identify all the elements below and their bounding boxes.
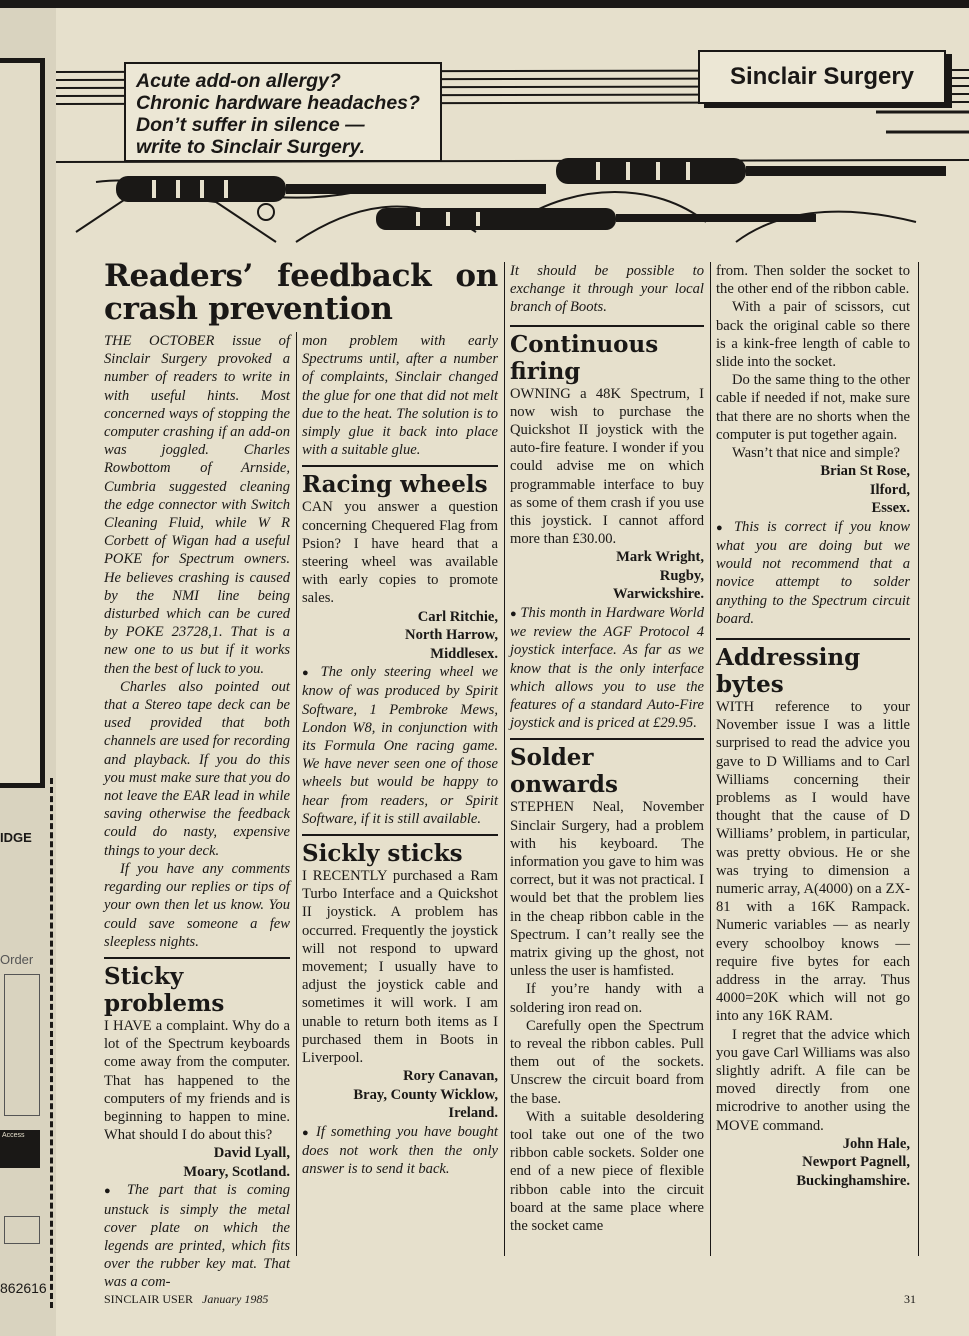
order-form-grid [4, 974, 40, 1116]
main-headline: Readers’ feedback on crash prevention [104, 258, 498, 327]
coupon-cut-line [50, 778, 55, 1308]
access-card-logo: Access [0, 1130, 40, 1168]
issue-date: January 1985 [202, 1292, 269, 1306]
column-2 [302, 332, 498, 1178]
letter-body: If you’re handy with a soldering iron read on. [510, 981, 704, 1016]
bullet-icon: ● [302, 1126, 317, 1139]
magazine-name: SINCLAIR USER [104, 1292, 194, 1306]
banner-quote-box [124, 62, 442, 162]
continuous-headline: Continuous firing [510, 325, 704, 385]
letter-signature: David Lyall, [213, 1145, 290, 1162]
letter-signature: Ireland. [448, 1105, 498, 1122]
letter-body: Wasn’t that nice and simple? [732, 445, 900, 462]
adjacent-page-strip [0, 8, 56, 1336]
banner-line: write to Sinclair Surgery. [136, 136, 366, 158]
letter-body: WITH reference to your November issue I was a little surprised to read the advice you gave to D Williams and to Carl Williams concerning their problems as I would have thought that the cause of D Williams’ problem, in particular, was pretty obvious. He or she was trying to dimension a numeric array, A(4000) on a ZX-81 with a 16K Rampack. Numeric variables — as nearly every schoolboy knows — require five bytes for each address in the array. Thus 4000=20K which will not go into any 16K RAM. [716, 698, 910, 1025]
bullet-icon: ● [104, 1185, 127, 1198]
reply-text: The part that is coming unstuck is simply the metal cover plate on which the legends are printed, which fits over the rubber key mat. That was a com- [104, 1182, 290, 1291]
letter-body: CAN you answer a question concerning Chequered Flag from Psion? I have heard that a steering wheel was available with early copies to promote sales. [302, 499, 498, 607]
column-3 [510, 262, 704, 1235]
letter-body: Do the same thing to the other cable if needed if not, make sure that there are no shorts when the computer is put together again. [716, 372, 910, 443]
letter-signature: Rugby, [659, 567, 704, 584]
banner-line: Acute add-on allergy? [136, 70, 341, 92]
column-rule [710, 262, 711, 1256]
article-paragraph: Charles also pointed out that a Stereo tape deck can be used provided that both channels are used for recording and playback. If you do this you must make sure that you do not leave the EAR lead in while saving otherwise the feedback could do nasty, expensive things to your deck. [104, 678, 290, 859]
column-4 [716, 262, 910, 1190]
letter-body: Carefully open the Spectrum to reveal the ribbon cables. Pull them out of the sockets. Unscrew the circuit board from the base. [510, 1017, 704, 1107]
letter-body: I regret that the advice which you gave Carl Williams was also slightly adrift. A file can be moved directly from one microdrive to another using the MOVE command. [716, 1026, 910, 1134]
letter-signature: Middlesex. [430, 645, 498, 662]
letter-signature: Essex. [871, 500, 910, 517]
column-rule [296, 332, 297, 1256]
letter-signature: Rory Canavan, [403, 1068, 498, 1085]
racing-headline: Racing wheels [302, 465, 498, 498]
letter-body: OWNING a 48K Spectrum, I now wish to purchase the Quickshot II joystick with the auto-fire feature. I wonder if you could advise me on which programmable interface to buy as some of them crash if you use this joystick. I cannot afford more than £30.00. [510, 385, 704, 548]
bullet-icon: ● [716, 521, 734, 534]
column-1 [104, 332, 290, 1292]
coupon-box [4, 1216, 40, 1244]
letter-signature: Carl Ritchie, [417, 608, 498, 625]
column-rule [504, 262, 505, 1256]
solder-headline: Solder onwards [510, 738, 704, 798]
letter-signature: Buckinghamshire. [796, 1172, 910, 1189]
letter-signature: Ilford, [869, 481, 910, 498]
top-border [0, 0, 969, 8]
letter-body: I HAVE a complaint. Why do a lot of the Spectrum keyboards come away from the computer. That has happened to the computers of my friends and is beginning to happen to mine. What should I do about this? [104, 1017, 290, 1144]
bullet-icon: ● [510, 607, 521, 620]
article-paragraph: If you have any comments regarding our replies or tips of your own then let us know. You could save someone a few sleepless nights. [104, 860, 290, 950]
letter-signature: Newport Pagnell, [802, 1154, 910, 1171]
strip-label-1: IDGE [0, 830, 32, 845]
article-paragraph: mon problem with early Spectrums until, after a number of complaints, Sinclair changed the glue for one that did not melt due to the heat. The solution is to simply glue it back into place with a suitable glue. [302, 333, 498, 459]
addressing-headline: Addressing bytes [716, 638, 910, 698]
bullet-icon: ● [302, 667, 321, 680]
banner-line: Chronic hardware headaches? [136, 92, 420, 114]
letter-body: With a pair of scissors, cut back the original cable so there is a kink-free length of cable to slide into the socket. [716, 299, 910, 371]
page-number: 31 [904, 1292, 916, 1306]
adjacent-page-box [0, 58, 45, 788]
letter-signature: John Hale, [842, 1135, 910, 1152]
letter-body: from. Then solder the socket to the other end of the ribbon cable. [716, 263, 910, 298]
letter-signature: Warwickshire. [613, 586, 704, 603]
strip-label-2: Order [0, 952, 34, 967]
sticky-headline: Sticky problems [104, 957, 290, 1017]
reply-continued: It should be possible to exchange it through your local branch of Boots. [510, 263, 704, 316]
section-title: Sinclair Surgery [698, 50, 946, 104]
banner-line: Don’t suffer in silence — [136, 114, 365, 136]
letter-signature: Moary, Scotland. [183, 1163, 290, 1180]
letter-signature: Mark Wright, [616, 549, 704, 566]
reply-text: This is correct if you know what you are doing but we would not recommend that a novice attempt to solder anything to the Spectrum circuit board. [716, 518, 910, 627]
footer-left [104, 1292, 268, 1307]
article-paragraph: THE OCTOBER issue of Sinclair Surgery provoked a number of readers to write in with useful hints. Most concerned ways of stopping the computer crashing if an add-on was joggled. Charles Rowbottom of Arnside, Cumbria suggested cleaning the edge connector with Switch Cleaning Fluid, while W R Corbett of Wigan had a useful POKE for Spectrum owners. He believes crashing is caused by the NMI line being disturbed which can be cured by POKE 23728,1. That is a new one to us but if it works then the best of luck to you. [104, 333, 290, 677]
sickly-headline: Sickly sticks [302, 834, 498, 867]
letter-body: STEPHEN Neal, November Sinclair Surgery, had a problem with his keyboard. The information you gave to him was correct, but it was not practical. I would bet that the problem lies in the cheap ribbon cable in the Spectrum. I can’t really see the matrix giving up the ghost, not unless the user is hamfisted. [510, 799, 704, 980]
letter-signature: Brian St Rose, [820, 463, 910, 480]
strip-number: 862616 [0, 1280, 47, 1296]
reply-text: If something you have bought does not work then the only answer is to send it back. [302, 1123, 498, 1178]
main-headline-block [104, 260, 498, 328]
letter-signature: North Harrow, [405, 627, 498, 644]
column-rule [918, 262, 919, 1256]
letter-body: I RECENTLY purchased a Ram Turbo Interface and a Quickshot II joystick. A problem has occurred. Frequently the joystick will not respond to upward movement; I usually have to adjust the joystick cable and sometimes it will work. I am unable to return both items as I purchased them in Boots in Liverpool. [302, 867, 498, 1066]
letter-signature: Bray, County Wicklow, [353, 1086, 498, 1103]
letter-body: With a suitable desoldering tool take out one of the two ribbon cable sockets. Solder one end of a new piece of flexible ribbon cable into the circuit board at the same place where the socket came [510, 1108, 704, 1235]
reply-text: This month in Hardware World we review the AGF Protocol 4 joystick interface. As far as we know that is the only interface which allows you to use the features of a standard Auto-Fire joystick and is priced at £29.95. [510, 604, 704, 732]
reply-text: The only steering wheel we know of was produced by Spirit Software, 1 Pembroke Mews, London W8, in conjunction with its Formula One racing game. We have never seen one of those wheels but would be happy to hear from readers, or Spirit Software, if it is still available. [302, 664, 498, 827]
